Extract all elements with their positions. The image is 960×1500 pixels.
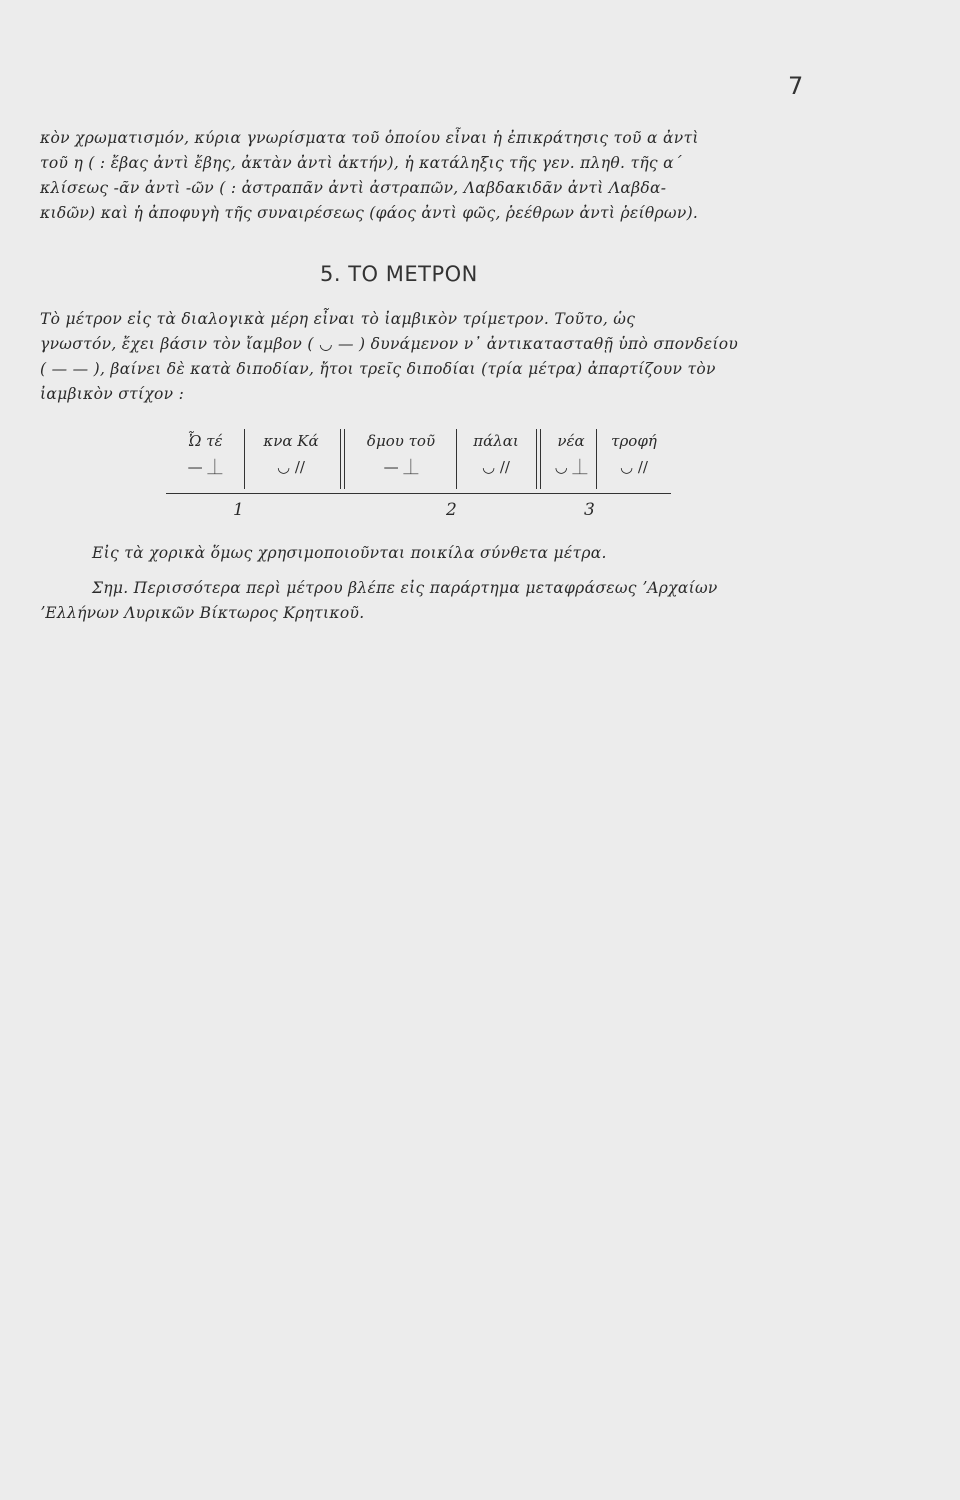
metra-numbers	[0, 500, 960, 530]
paragraph-dialect	[40, 126, 830, 226]
footnote	[40, 576, 830, 626]
meter-marks: — ⏊	[187, 458, 223, 476]
scansion-foot-4	[458, 427, 534, 489]
metron-divider	[340, 429, 341, 489]
syllables: Ὦ τέ	[187, 432, 223, 450]
syllables: δμου τοῦ	[366, 432, 436, 450]
metron-number: 1	[233, 500, 244, 520]
text-line: τοῦ η ( : ἔβας ἀντὶ ἔβης, ἀκτὰν ἀντὶ ἀκτήν), ἡ κατάληξις τῆς γεν. πληθ. τῆς α΄	[40, 154, 682, 172]
text-line: Τὸ μέτρον εἰς τὰ διαλογικὰ μέρη εἶναι τὸ ἰαμβικὸν τρίμετρον. Τοῦτο, ὡς	[40, 310, 636, 328]
scansion-underline	[166, 493, 671, 494]
paragraph-choral	[92, 541, 882, 566]
metron-divider	[344, 429, 345, 489]
scansion-foot-2	[246, 427, 336, 489]
text-line: κιδῶν) καὶ ἡ ἀποφυγὴ τῆς συναιρέσεως (φάος ἀντὶ φῶς, ῥεέθρων ἀντὶ ῥείθρων).	[40, 204, 699, 222]
scansion-foot-6	[598, 427, 670, 489]
scansion-foot-1	[166, 427, 244, 489]
syllables: νέα	[557, 432, 585, 450]
section-heading: 5. ΤΟ ΜΕΤΡΟΝ	[320, 262, 478, 286]
syllables: κνα Κά	[263, 432, 319, 450]
syllables: πάλαι	[473, 432, 519, 450]
text-line: Εἰς τὰ χορικὰ ὅμως χρησιμοποιοῦνται ποικίλα σύνθετα μέτρα.	[92, 544, 607, 562]
foot-divider	[596, 429, 597, 489]
scansion-table	[166, 427, 671, 499]
meter-marks: — ⏊	[383, 458, 419, 476]
meter-marks: ◡ //	[482, 458, 510, 476]
meter-marks: ◡ //	[277, 458, 305, 476]
text-line: ( — — ), βαίνει δὲ κατὰ διποδίαν, ἤτοι τρεῖς διποδίαι (τρία μέτρα) ἀπαρτίζουν τὸν	[40, 360, 716, 378]
meter-marks: ◡ //	[620, 458, 648, 476]
metron-divider	[536, 429, 537, 489]
scansion-foot-5	[544, 427, 598, 489]
paragraph-meter	[40, 307, 830, 407]
text-line: κὸν χρωματισμόν, κύρια γνωρίσματα τοῦ ὁποίου εἶναι ἡ ἐπικράτησις τοῦ α ἀντὶ	[40, 129, 699, 147]
page-number: 7	[788, 72, 804, 100]
metron-divider	[540, 429, 541, 489]
foot-divider	[456, 429, 457, 489]
text-line: γνωστόν, ἔχει βάσιν τὸν ἴαμβον ( ◡ — ) δυνάμενον ν᾽ ἀντικατασταθῇ ὑπὸ σπονδείου	[40, 335, 739, 353]
text-line: ἰαμβικὸν στίχον :	[40, 385, 185, 403]
metron-number: 3	[584, 500, 595, 520]
scansion-foot-3	[348, 427, 454, 489]
syllables: τροφή	[611, 432, 657, 450]
text-line: κλίσεως -ᾶν ἀντὶ -ῶν ( : ἀστραπᾶν ἀντὶ ἀστραπῶν, Λαβδακιδᾶν ἀντὶ Λαβδα-	[40, 179, 667, 197]
text-line: ʼΕλλήνων Λυρικῶν Βίκτωρος Κρητικοῦ.	[40, 604, 365, 622]
meter-marks: ◡ ⏊	[554, 458, 588, 476]
text-line: Σημ. Περισσότερα περὶ μέτρου βλέπε εἰς παράρτημα μεταφράσεως ʼΑρχαίων	[92, 579, 718, 597]
metron-number: 2	[446, 500, 457, 520]
foot-divider	[244, 429, 245, 489]
